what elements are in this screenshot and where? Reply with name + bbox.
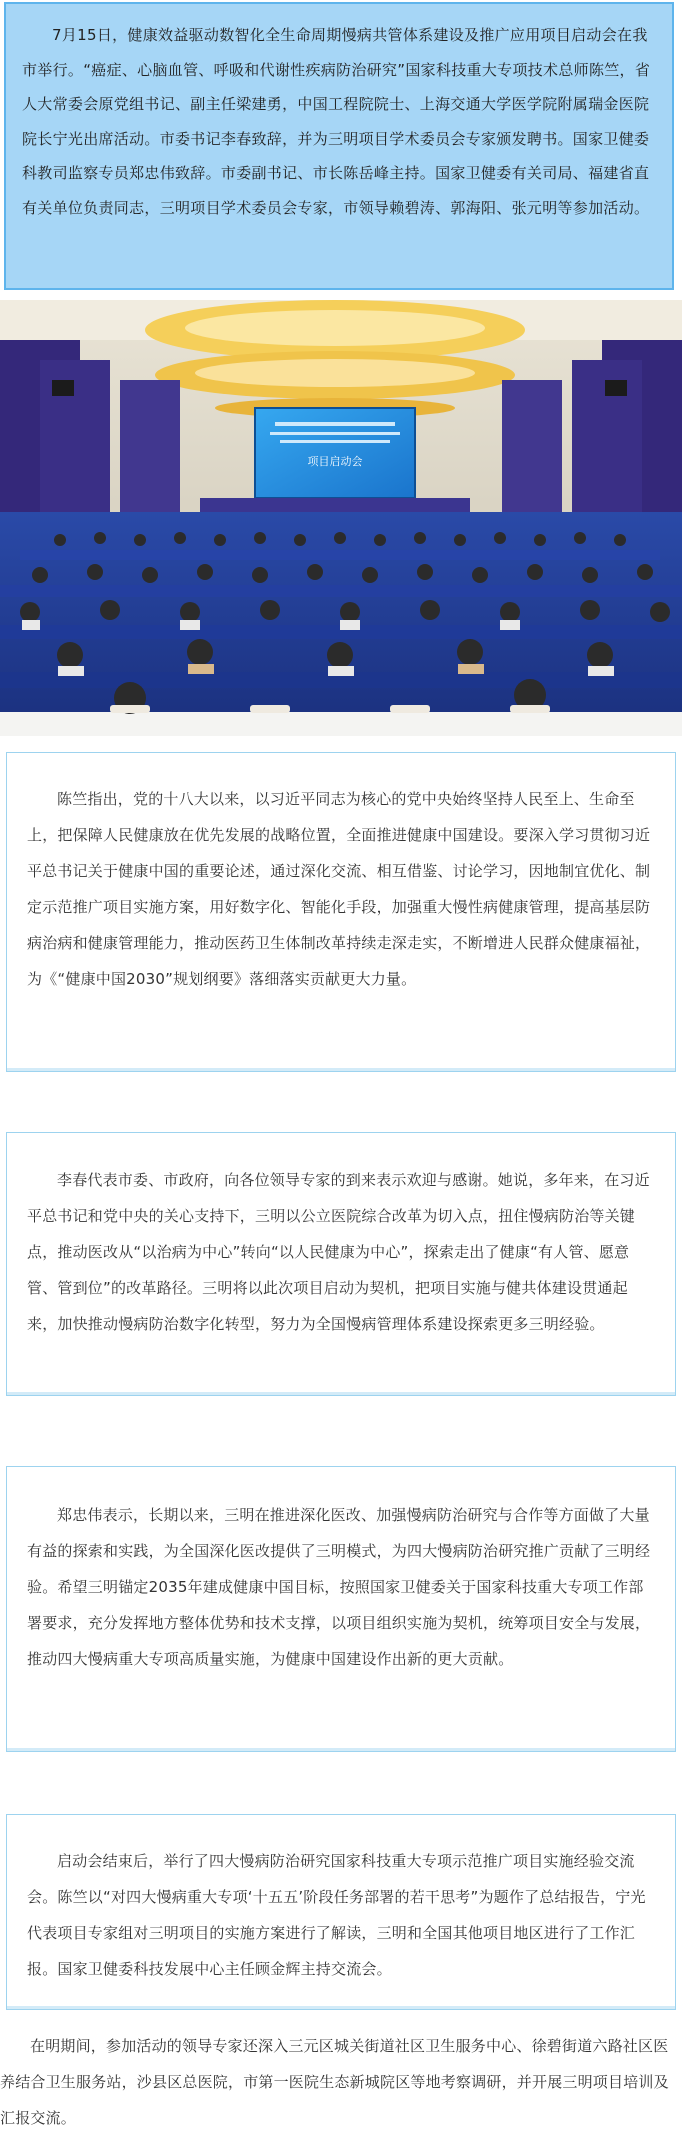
- closing-paragraph: 在明期间，参加活动的领导专家还深入三元区城关街道社区卫生服务中心、徐碧街道六路社区医养结合卫生服务站，沙县区总医院，市第一医院生态新城院区等地考察调研，并开展三明项目培训及汇报交流。: [0, 2037, 669, 2127]
- section-paragraph: 郑忠伟表示，长期以来，三明在推进深化医改、加强慢病防治研究与合作等方面做了大量有益的探索和实践，为全国深化医改提供了三明模式，为四大慢病防治研究推广贡献了三明经验。希望三明锚定2035年建成健康中国目标，按照国家卫健委关于国家科技重大专项工作部署要求，充分发挥地方整体优势和技术支撑，以项目组织实施为契机，统筹项目安全与发展，推动四大慢病重大专项高质量实施，为健康中国建设作出新的更大贡献。: [27, 1506, 651, 1668]
- section-card: [6, 1814, 676, 2010]
- intro-paragraph: 7月15日，健康效益驱动数智化全生命周期慢病共管体系建设及推广应用项目启动会在我市举行。“癌症、心脑血管、呼吸和代谢性疾病防治研究”国家科技重大专项技术总师陈竺，省人大常委会原党组书记、副主任梁建勇，中国工程院院士、上海交通大学医学院附属瑞金医院院长宁光出席活动。市委书记李春致辞，并为三明项目学术委员会专家颁发聘书。国家卫健委科教司监察专员郑忠伟致辞。市委副书记、市长陈岳峰主持。国家卫健委有关司局、福建省直有关单位负责同志，三明项目学术委员会专家，市领导赖碧涛、郭海阳、张元明等参加活动。: [22, 26, 651, 217]
- section-card: [6, 1466, 676, 1752]
- section-card: [6, 1132, 676, 1396]
- closing-section: [0, 2028, 682, 2136]
- section-paragraph: 启动会结束后，举行了四大慢病防治研究国家科技重大专项示范推广项目实施经验交流会。陈竺以“对四大慢病重大专项‘十五五’阶段任务部署的若干思考”为题作了总结报告，宁光代表项目专家组对三明项目的实施方案进行了解读，三明和全国其他项目地区进行了工作汇报。国家卫健委科技发展中心主任顾金辉主持交流会。: [27, 1852, 646, 1978]
- section-paragraph: 陈竺指出，党的十八大以来，以习近平同志为核心的党中央始终坚持人民至上、生命至上，把保障人民健康放在优先发展的战略位置，全面推进健康中国建设。要深入学习贯彻习近平总书记关于健康中国的重要论述，通过深化交流、相互借鉴、讨论学习，因地制宜优化、制定示范推广项目实施方案，用好数字化、智能化手段，加强重大慢性病健康管理，提高基层防病治病和健康管理能力，推动医药卫生体制改革持续走深走实，不断增进人民群众健康福祉，为《“健康中国2030”规划纲要》落细落实贡献更大力量。: [27, 790, 651, 988]
- intro-box: [4, 2, 674, 290]
- conference-photo: [0, 300, 682, 736]
- projection-screen: [255, 408, 415, 498]
- screen-title: 项目启动会: [307, 455, 363, 468]
- section-paragraph: 李春代表市委、市政府，向各位领导专家的到来表示欢迎与感谢。她说，多年来，在习近平总书记和党中央的关心支持下，三明以公立医院综合改革为切入点，扭住慢病防治等关键点，推动医改从“以治病为中心”转向“以人民健康为中心”，探索走出了健康“有人管、愿意管、管到位”的改革路径。三明将以此次项目启动为契机，把项目实施与健共体建设贯通起来，加快推动慢病防治数字化转型，努力为全国慢病管理体系建设探索更多三明经验。: [27, 1171, 650, 1333]
- section-card: [6, 752, 676, 1072]
